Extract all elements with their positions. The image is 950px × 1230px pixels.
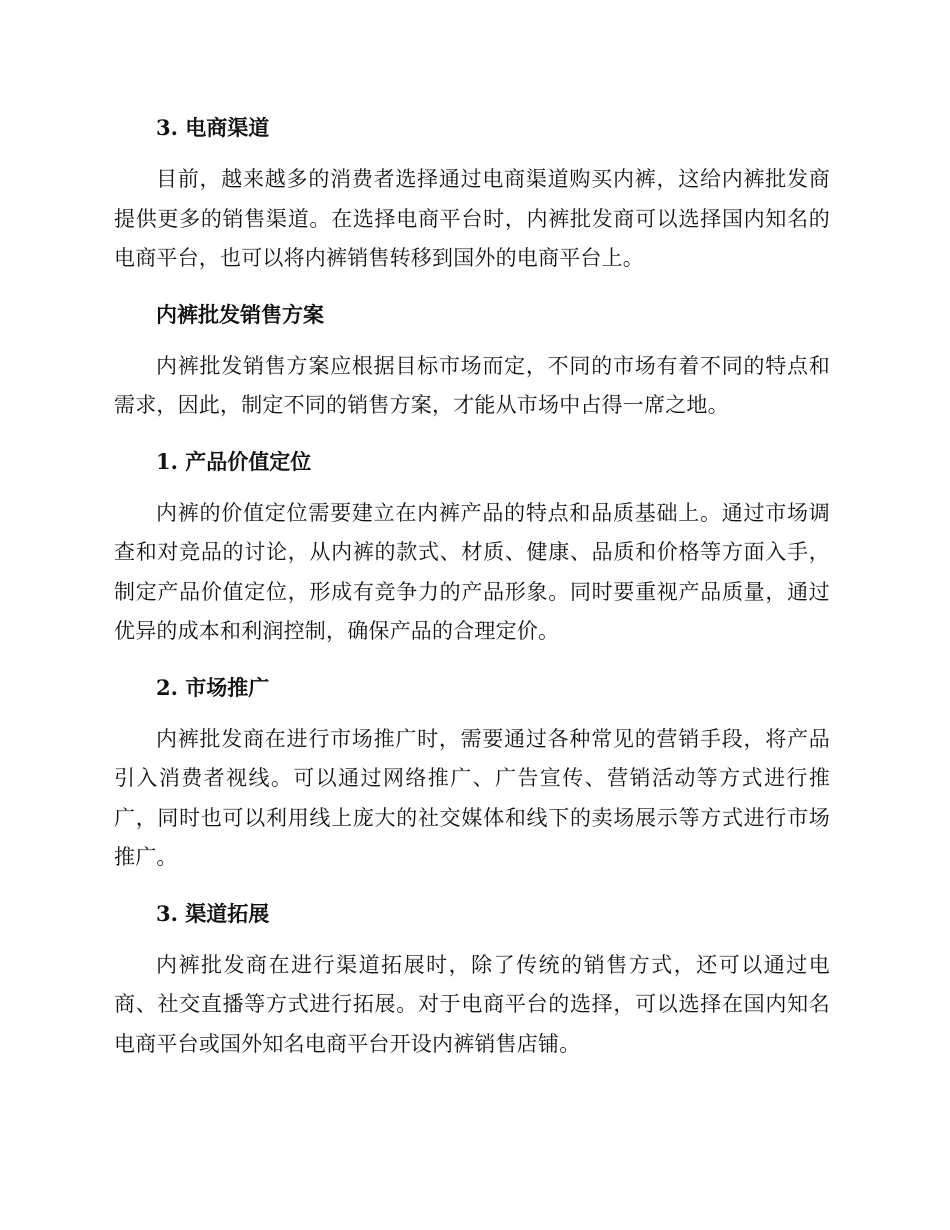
section-paragraph-channel-expansion: 内裤批发商在进行渠道拓展时，除了传统的销售方式，还可以通过电商、社交直播等方式进行拓展。对于电商平台的选择，可以选择在国内知名电商平台或国外知名电商平台开设内裤销售店铺。 — [114, 952, 830, 1056]
section-paragraph-sales-plan: 内裤批发销售方案应根据目标市场而定，不同的市场有着不同的特点和需求，因此，制定不同的销售方案，才能从市场中占得一席之地。 — [114, 353, 830, 417]
section-heading-sales-plan: 内裤批发销售方案 — [156, 301, 324, 327]
section-paragraph-product-value: 内裤的价值定位需要建立在内裤产品的特点和品质基础上。通过市场调查和对竞品的讨论，从内裤的款式、材质、健康、品质和价格等方面入手，制定产品价值定位，形成有竞争力的产品形象。同时要重视产品质量，通过优异的成本和利润控制，确保产品的合理定价。 — [114, 500, 830, 643]
document-body — [114, 108, 830, 1064]
section-heading-market-promotion: 2. 市场推广 — [156, 674, 270, 700]
section-heading-channel-expansion: 3. 渠道拓展 — [156, 900, 270, 926]
section-paragraph-ecommerce-channel: 目前，越来越多的消费者选择通过电商渠道购买内裤，这给内裤批发商提供更多的销售渠道。在选择电商平台时，内裤批发商可以选择国内知名的电商平台，也可以将内裤销售转移到国外的电商平台上。 — [114, 167, 830, 270]
section-heading-ecommerce-channel: 3. 电商渠道 — [156, 115, 270, 140]
section-paragraph-market-promotion: 内裤批发商在进行市场推广时，需要通过各种常见的营销手段，将产品引入消费者视线。可以通过网络推广、广告宣传、营销活动等方式进行推广，同时也可以利用线上庞大的社交媒体和线下的卖场展示等方式进行市场推广。 — [114, 726, 830, 869]
section-heading-product-value: 1. 产品价值定位 — [156, 448, 312, 474]
